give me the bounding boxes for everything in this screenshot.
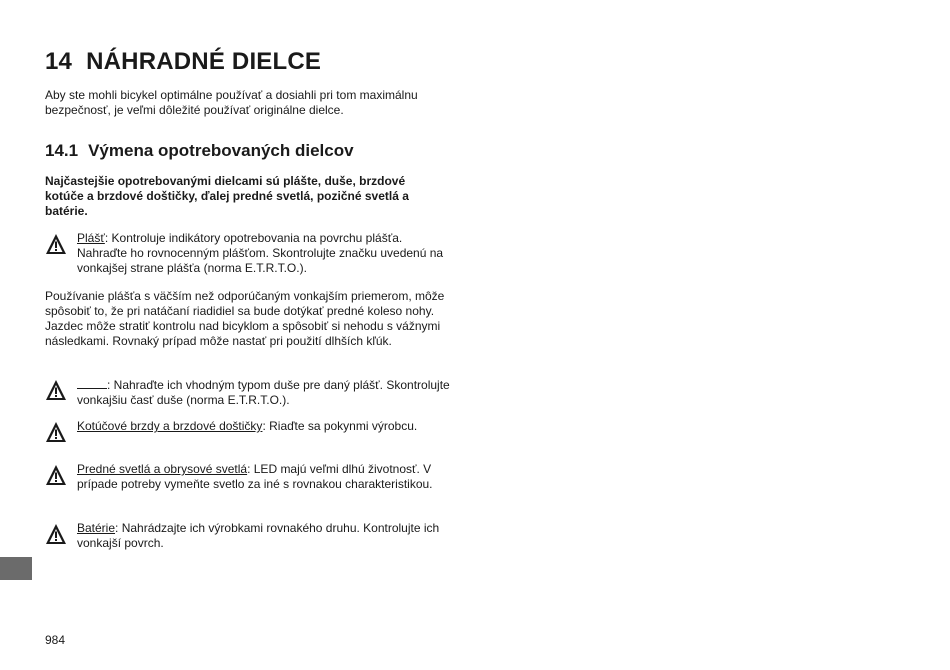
warning-body: : Kontroluje indikátory opotrebovania na povrchu plášťa. Nahraďte ho rovnocenným plášťom. Skontrolujte značku uvedenú na vonkajšej strane plášťa (norma E.T.R.T.O.).	[77, 231, 444, 275]
warning-triangle-icon	[45, 379, 67, 401]
bold-paragraph: Najčastejšie opotrebovanými dielcami sú plášte, duše, brzdové kotúče a brzdové doštičky, ďalej predné svetlá, pozičné svetlá a batérie.	[45, 174, 409, 218]
page-number: 984	[45, 633, 66, 647]
warning-text	[77, 462, 455, 492]
section-title	[45, 141, 354, 161]
warning-triangle-icon	[45, 464, 67, 486]
warning-term: Batérie	[77, 521, 116, 535]
warning-term: Kotúčové brzdy a brzdové doštičky	[77, 419, 263, 433]
warning-item-brakes	[45, 419, 455, 434]
chapter-title: NÁHRADNÉ DIELCE	[86, 48, 322, 75]
warning-body: : Nahrádzajte ich výrobkami rovnakého druhu. Kontrolujte ich vonkajší povrch.	[77, 521, 440, 550]
warning-item-lights	[45, 462, 455, 492]
warning-item-tube	[45, 377, 455, 408]
warning-text	[77, 231, 455, 276]
warning-triangle-icon	[45, 233, 67, 255]
warning-item-batteries	[45, 521, 455, 551]
tire-paragraph: Používanie plášťa s väčším než odporúčaným vonkajším priemerom, môže spôsobiť to, že pri natáčaní riadidiel sa bude dotýkať predné koleso nohy. Jazdec môže stratiť kontrolu nad bicyklom a spôsobiť si nehodu s vážnymi následkami. Rovnaký prípad môže nastať pri použití dlhších kľúk.	[45, 289, 445, 348]
page-title	[45, 48, 321, 76]
warning-term-blank	[77, 377, 107, 389]
warning-text	[77, 521, 455, 551]
warning-term: Predné svetlá a obrysové svetlá	[77, 462, 248, 476]
chapter-side-tab	[0, 557, 32, 580]
warning-triangle-icon	[45, 523, 67, 545]
chapter-number: 14	[45, 48, 73, 75]
intro-paragraph: Aby ste mohli bicykel optimálne používať a dosiahli pri tom maximálnu bezpečnosť, je veľmi dôležité používať originálne dielce.	[45, 88, 418, 117]
section-title-text: Výmena opotrebovaných dielcov	[88, 141, 354, 160]
section-number: 14.1	[45, 141, 79, 160]
warning-body: : Nahraďte ich vhodným typom duše pre daný plášť. Skontrolujte vonkajšiu časť duše (norma E.T.R.T.O.).	[77, 378, 450, 407]
warning-triangle-icon	[45, 421, 67, 443]
warning-term: Plášť	[77, 231, 105, 245]
warning-text	[77, 419, 455, 434]
warning-item-tire	[45, 231, 455, 276]
warning-text	[77, 377, 455, 408]
warning-body: : Riaďte sa pokynmi výrobcu.	[262, 419, 418, 433]
warning-body: : LED majú veľmi dlhú životnosť. V prípade potreby vymeňte svetlo za iné s rovnakou charakteristikou.	[77, 462, 433, 491]
